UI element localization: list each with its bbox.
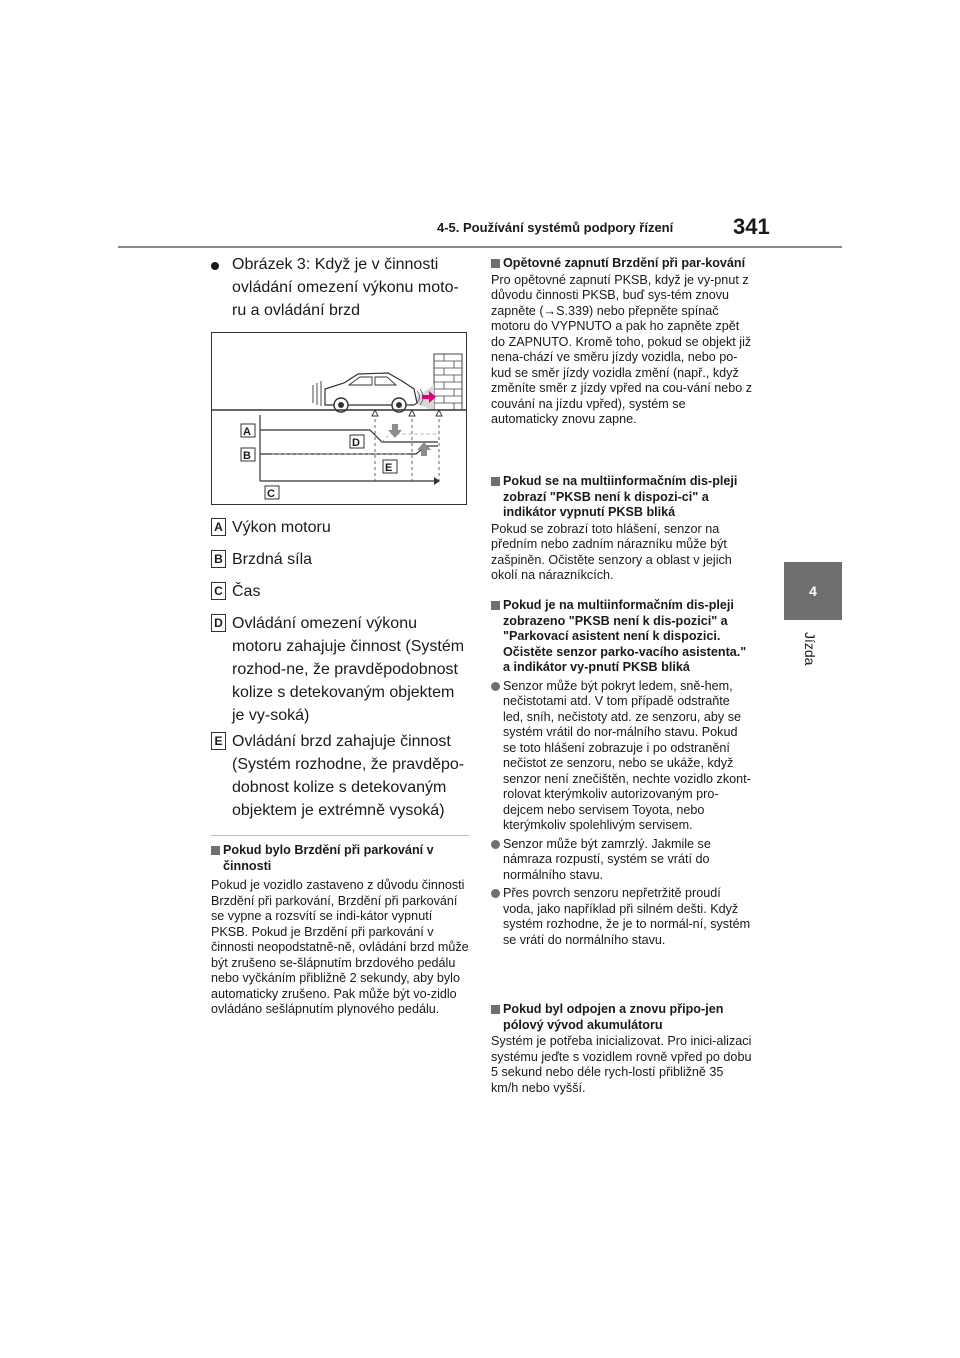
legend-item-b <box>211 548 471 571</box>
down-arrow-icon <box>388 424 402 438</box>
list-item-text: Senzor může být pokryt ledem, sně-hem, nečistotami atd. V tom případě odstraňte led, sníh, nečistoty atd. ze senzoru, aby se systém vrátil do nor-málního stavu. Pokud se toto hlášení zobrazuje i po odstranění nečistot ze senzoru, nebo se ukáže, když senzor není znečištěn, nechte vozidlo zkont-rolovat kterýmkoliv autorizovaným pro-dejcem nebo servisem Toyota, nebo kterýmkoliv spolehlivým servisem. <box>503 678 751 832</box>
section-square-icon <box>211 846 220 855</box>
label-c: C <box>267 488 275 500</box>
bullet-circle-icon <box>491 682 500 691</box>
label-e: E <box>385 462 393 474</box>
legend-text-c: Čas <box>232 583 261 600</box>
chapter-side-label <box>796 632 826 692</box>
car-icon <box>325 373 417 412</box>
legend-key-a: A <box>211 518 226 536</box>
section-heading: Opětovné zapnutí Brzdění při par-kování <box>503 256 746 270</box>
section-square-icon <box>491 601 500 610</box>
list-item <box>491 837 753 884</box>
bullet-dot-icon <box>211 262 219 270</box>
chapter-name: Jízda <box>802 632 818 666</box>
legend-text-a: Výkon motoru <box>232 519 331 536</box>
figure-caption <box>211 253 469 322</box>
section-square-icon <box>491 477 500 486</box>
legend-item-a <box>211 516 471 539</box>
list-item <box>491 679 753 834</box>
label-a: A <box>243 426 251 438</box>
section-heading: Pokud byl odpojen a znovu připo-jen pólový vývod akumulátoru <box>503 1002 724 1032</box>
section-heading: Pokud se na multiinformačním dis-pleji zobrazí "PKSB není k dispozi-ci" a indikátor vypnutí PKSB bliká <box>503 474 738 519</box>
chapter-tab: 4 <box>784 562 842 620</box>
legend-key-b: B <box>211 550 226 568</box>
header-section-title: 4-5. Používání systémů podpory řízení <box>437 220 674 235</box>
figure-labels <box>241 424 397 500</box>
section-square-icon <box>491 1005 500 1014</box>
section-heading: Pokud bylo Brzdění při parkování v činnosti <box>223 843 434 873</box>
legend-key-e: E <box>211 732 226 750</box>
label-b: B <box>243 450 251 462</box>
legend-item-d <box>211 612 471 727</box>
legend-text-b: Brzdná síla <box>232 551 313 568</box>
section-sensor-unavailable <box>491 598 753 948</box>
time-axis-arrow-icon <box>434 477 440 485</box>
section-pksb-unavailable <box>491 474 753 584</box>
legend-item-e <box>211 730 471 822</box>
legend-key-d: D <box>211 614 226 632</box>
section-body: Pokud je vozidlo zastaveno z důvodu činnosti Brzdění při parkování, Brzdění při parkování se vypne a rozsvítí se indi-kátor vypnutí PKSB. Pokud je Brzdění při parkování v činnosti neopodstatně-ně, ovládání brzd může být zrušeno se-šlápnutím brzdového pedálu nebo vyčkáním přibližně 2 sekundy, aby bylo automaticky zrušeno. Pak může být vo-zidlo ovládáno sešlápnutím plynového pedálu. <box>211 878 469 1016</box>
figure-illustration <box>211 332 467 505</box>
engine-output-reference <box>382 434 438 442</box>
section-heading: Pokud je na multiinformačním dis-pleji zobrazeno "PKSB není k dis-pozici" a "Parkovací asistent není k dispozici. Očistěte senzor parko-vacího asistenta." a indikátor vy-pnutí PKSB bliká <box>503 598 747 674</box>
legend-text-e: Ovládání brzd zahajuje činnost (Systém rozhodne, že pravděpo-dobnost kolize s detekovaným objektem je extrémně vysoká) <box>232 733 465 819</box>
section-square-icon <box>491 259 500 268</box>
section-battery-reconnected <box>491 1002 753 1096</box>
figure-caption-text: Obrázek 3: Když je v činnosti ovládání omezení výkonu moto-ru a ovládání brzd <box>232 256 459 319</box>
section-body: Pro opětovné zapnutí PKSB, když je vy-pnut z důvodu činnosti PKSB, buď sys-tém znovu zapněte (→S.339) nebo přepněte spínač motoru do VYPNUTO a pak ho zapněte zpět do ZAPNUTO. Kromě toho, pokud se objekt již nena-chází ve směru jízdy vozidla, nebo po-kud se směr jízdy vozidla změní (např., když změníte směr z jízdy vpřed na cou-vání nebo z couvání na jízdu vpřed), systém se automaticky znovu zapne. <box>491 272 753 426</box>
list-item-text: Senzor může být zamrzlý. Jakmile se námraza rozpustí, systém se vrátí do normálního stavu. <box>503 836 711 882</box>
figure-svg <box>212 333 466 504</box>
list-item <box>491 886 753 948</box>
engine-output-curve <box>260 430 438 442</box>
section-divider <box>211 835 469 836</box>
bullet-circle-icon <box>491 840 500 849</box>
page-number: 341 <box>733 214 770 239</box>
legend-key-c: C <box>211 582 226 600</box>
legend-text-d: Ovládání omezení výkonu motoru zahajuje činnost (Systém rozhod-ne, že pravděpodobnost kolize s detekovaným objektem je vy-soká) <box>232 615 465 724</box>
label-d: D <box>352 437 360 449</box>
section-body: Pokud se zobrazí toto hlášení, senzor na předním nebo zadním nárazníku může být zašpiněn. Očistěte senzory a oblast v jejich okolí na nárazníkcích. <box>491 521 732 582</box>
bullet-circle-icon <box>491 889 500 898</box>
motion-lines-icon <box>313 381 321 406</box>
section-reenable-pksb <box>491 256 753 428</box>
list-item-text: Přes povrch senzoru nepřetržitě proudí voda, jako například při silném dešti. Když systém rozhodne, že je to normál-ní, systém se vrátí do normálního stavu. <box>503 886 751 947</box>
brick-wall-icon <box>434 354 462 410</box>
legend-item-c <box>211 580 471 603</box>
section-body: Systém je potřeba inicializovat. Pro inici-alizaci systému jeďte s vozidlem rovně vpřed po dobu 5 sekund nebo déle rych-lostí přibližně 35 km/h nebo vyšší. <box>491 1034 752 1095</box>
header-divider <box>118 246 842 248</box>
brake-force-curve <box>260 446 438 454</box>
marker-triangles-icon <box>372 410 442 416</box>
up-arrow-icon <box>417 442 431 456</box>
section-parking-braking-active <box>211 843 469 1018</box>
